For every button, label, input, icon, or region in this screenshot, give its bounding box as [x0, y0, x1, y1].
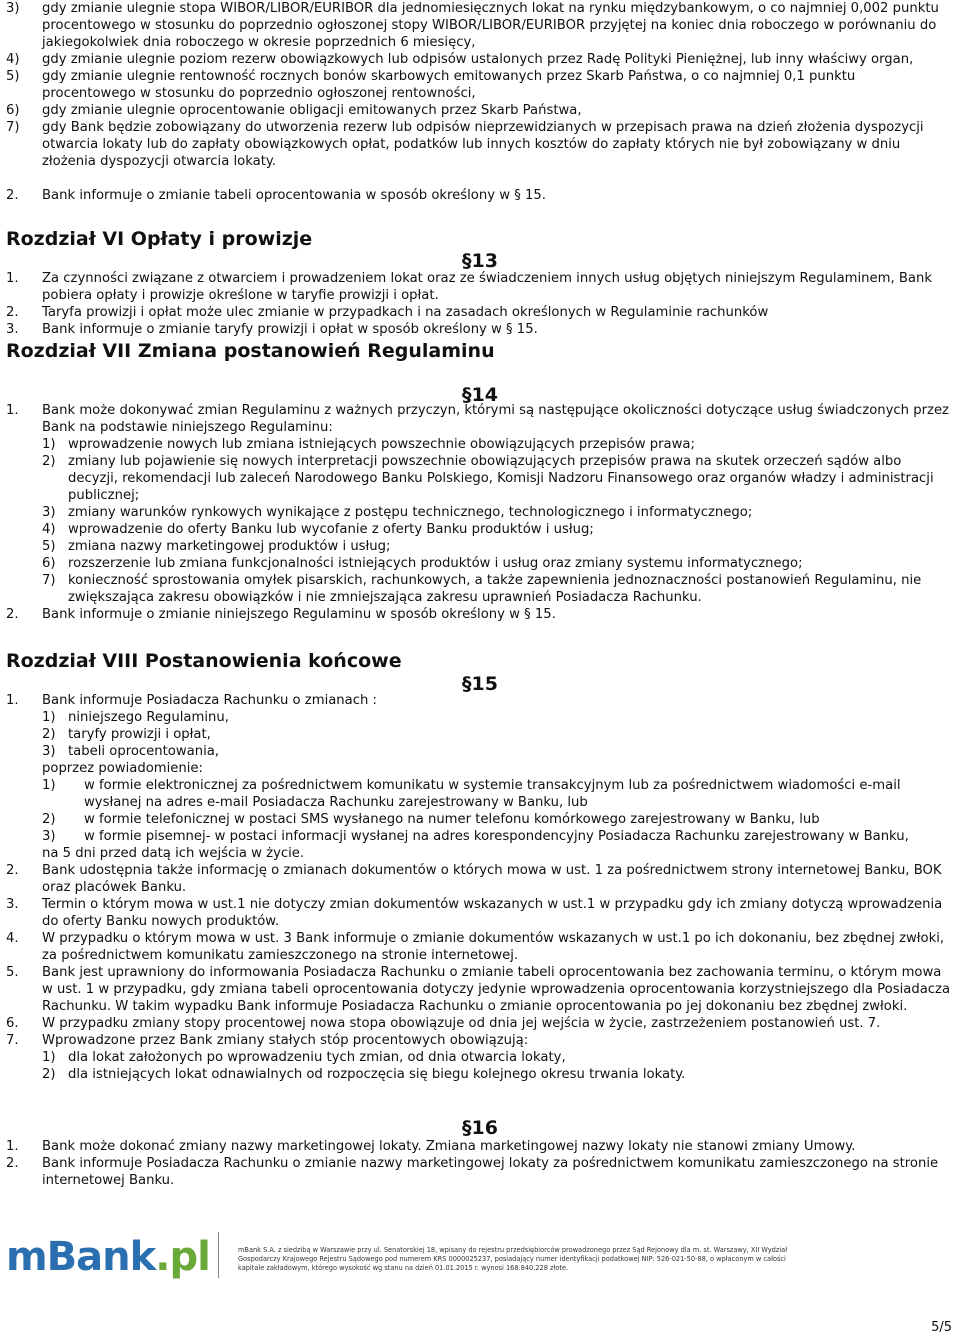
- list-item-text: gdy zmianie ulegnie rentowność rocznych bonów skarbowych emitowanych przez Skarb Państwa, o co najmniej 0,1 punktu procentowego w stosunku do poprzednio ogłoszonej rentowności,: [42, 69, 856, 101]
- sub-list: [6, 709, 952, 760]
- list-item: 3) zmiany warunków rynkowych wynikające z postępu technicznego, technologicznego i informatycznego;: [42, 505, 753, 520]
- numbered-item: 2. Bank informuje o zmianie tabeli oprocentowania w sposób określony w § 15.: [6, 188, 546, 203]
- chapter-8-items: [6, 692, 952, 1083]
- list-item-text: gdy zmianie ulegnie oprocentowanie obligacji emitowanych przez Skarb Państwa,: [42, 103, 582, 118]
- deadline-note: na 5 dni przed datą ich wejścia w życie.: [42, 846, 305, 861]
- numbered-item: 5. Bank jest uprawniony do informowania Posiadacza Rachunku o zmianie tabeli oprocentowania bez zachowania terminu, o którym mowa w ust. 1 w przypadku, gdy zmiana tabeli oprocentowania dotyczy jedynie wprowadzenia oprocentowania korzystniejszego dla Posiadacza Rachunku. W takim wypadku Bank informuje Posiadacza Rachunku o zmianie oprocentowania po jej dokonaniu bez zbędnej zwłoki.: [6, 965, 951, 1014]
- paragraph-mark: §13: [462, 250, 498, 272]
- list-item: 5) zmiana nazwy marketingowej produktów i usług;: [42, 539, 391, 554]
- chapter-7-items: [6, 402, 952, 623]
- chapter-heading: Rozdział VIII Postanowienia końcowe: [6, 650, 402, 672]
- chapter-6-items: [6, 270, 952, 338]
- list-item: 2) taryfy prowizji i opłat,: [42, 727, 211, 742]
- list-item: 1) dla lokat założonych po wprowadzeniu tych zmian, od dnia otwarcia lokaty,: [42, 1050, 566, 1065]
- chapter-heading: Rozdział VI Opłaty i prowizje: [6, 228, 313, 250]
- list-item: 7) gdy Bank będzie zobowiązany do utworzenia rezerw lub odpisów nieprzewidzianych w przepisach prawa na dzień złożenia dyspozycji otwarcia lokaty lub do zapłaty obowiązkowych opłat, podatków lub innych kosztów do zapłaty których nie był zobowiązany w dniu złożenia dyspozycji otwarcia lokaty.: [6, 119, 952, 170]
- page-number: 5/5: [931, 1320, 952, 1335]
- numbered-item: 2. Bank udostępnia także informację o zmianach dokumentów o których mowa w ust. 1 za pośrednictwem strony internetowej Banku, BOK oraz placówek Banku.: [6, 863, 942, 895]
- list-item: 1) niniejszego Regulaminu,: [42, 710, 229, 725]
- sub-list: [6, 436, 952, 606]
- list-item-text: gdy zmianie ulegnie stopa WIBOR/LIBOR/EURIBOR dla jednomiesięcznych lokat na rynku międzybankowym, o co najmniej 0,002 punktu procentowego w stosunku do poprzednio ogłoszonej stopy WIBOR/LIBOR/EURIBOR przyjętej na koniec dnia roboczego w porównaniu do jakiegokolwiek dnia roboczego w okresie poprzednich 6 miesięcy,: [42, 1, 939, 50]
- numbered-item: 6. W przypadku zmiany stopy procentowej nowa stopa obowiązuje od dnia jej wejścia w życie, zastrzeżeniem postanowień ust. 7.: [6, 1016, 881, 1031]
- list-item: 2) dla istniejących lokat odnawialnych od rozpoczęcia się biegu kolejnego okresu trwania lokaty.: [42, 1067, 686, 1082]
- numbered-item: 7. Wprowadzone przez Bank zmiany stałych stóp procentowych obowiązują:: [6, 1033, 529, 1048]
- chapter-heading: Rozdział VII Zmiana postanowień Regulaminu: [6, 340, 495, 362]
- list-item: 2) w formie telefonicznej w postaci SMS wysłanego na numer telefonu komórkowego zarejestrowany w Banku, lub: [42, 812, 820, 827]
- list-item-text: gdy zmianie ulegnie poziom rezerw obowiązkowych lub odpisów ustalonych przez Radę Polityki Pieniężnej, lub inny właściwy organ,: [42, 52, 914, 67]
- numbered-item: 2. Taryfa prowizji i opłat może ulec zmianie w przypadkach i na zasadach określonych w Regulaminie rachunków: [6, 305, 769, 320]
- list-item: 5) gdy zmianie ulegnie rentowność rocznych bonów skarbowych emitowanych przez Skarb Państwa, o co najmniej 0,1 punktu procentowego w stosunku do poprzednio ogłoszonej rentowności,: [6, 68, 952, 102]
- list-item: 2) zmiany lub pojawienie się nowych interpretacji powszechnie obowiązujących przepisów prawa na skutek orzeczeń sądów albo decyzji, rekomendacji lub zaleceń Narodowego Banku Polskiego, Komisji Nadzoru Finansowego oraz organów władzy i administracji publicznej;: [42, 454, 934, 503]
- numbered-item: 4. W przypadku o którym mowa w ust. 3 Bank informuje o zmianie dokumentów wskazanych w ust.1 po ich dokonaniu, bez zbędnej zwłoki, za pośrednictwem komunikatu zamieszczonego na stronie internetowej.: [6, 931, 945, 963]
- numbered-item: 1. Bank może dokonać zmiany nazwy marketingowej lokaty. Zmiana marketingowej nazwy lokaty nie stanowi zmiany Umowy.: [6, 1139, 856, 1154]
- list-item: 4) wprowadzenie do oferty Banku lub wycofanie z oferty Banku produktów i usług;: [42, 522, 594, 537]
- numbered-item: 3. Bank informuje o zmianie taryfy prowizji i opłat w sposób określony w § 15.: [6, 322, 538, 337]
- list-item: 1) wprowadzenie nowych lub zmiana istniejących powszechnie obowiązujących przepisów prawa;: [42, 437, 695, 452]
- section-16-items: [6, 1138, 952, 1189]
- list-item: 3) gdy zmianie ulegnie stopa WIBOR/LIBOR/EURIBOR dla jednomiesięcznych lokat na rynku międzybankowym, o co najmniej 0,002 punktu procentowego w stosunku do poprzednio ogłoszonej stopy WIBOR/LIBOR/EURIBOR przyjętej na koniec dnia roboczego w porównaniu do jakiegokolwiek dnia roboczego w okresie poprzednich 6 miesięcy,: [6, 0, 952, 51]
- paragraph-mark: §16: [462, 1117, 498, 1139]
- numbered-item: 3. Termin o którym mowa w ust.1 nie dotyczy zmian dokumentów wskazanych w ust.1 w przypadku gdy ich zmiany dotyczą wprowadzenia do oferty Banku nowych produktów.: [6, 897, 943, 929]
- paragraph-mark: §14: [462, 384, 498, 406]
- footer-divider: [218, 1232, 219, 1278]
- poprzez-label: poprzez powiadomienie:: [42, 761, 203, 776]
- list-item: 6) gdy zmianie ulegnie oprocentowanie obligacji emitowanych przez Skarb Państwa,: [6, 102, 952, 119]
- list-item: 7) konieczność sprostowania omyłek pisarskich, rachunkowych, a także zapewnienia jednoznaczności postanowień Regulaminu, nie zwiększająca zakresu obowiązków i nie zmniejszająca zakresu uprawnień Posiadacza Rachunku.: [42, 573, 922, 605]
- list-item: 4) gdy zmianie ulegnie poziom rezerw obowiązkowych lub odpisów ustalonych przez Radę Polityki Pieniężnej, lub inny właściwy organ,: [6, 51, 952, 68]
- numbered-item: 1. Bank informuje Posiadacza Rachunku o zmianach :: [6, 693, 377, 708]
- numbered-item: 2. Bank informuje o zmianie niniejszego Regulaminu w sposób określony w § 15.: [6, 607, 556, 622]
- top-list: [6, 0, 952, 170]
- mbank-logo: mBank.pl: [6, 1234, 210, 1280]
- sub-list: [6, 777, 952, 845]
- list-item: 6) rozszerzenie lub zmiana funkcjonalności istniejących produktów i usług oraz zmiany systemu informatycznego;: [42, 556, 803, 571]
- list-item: 3) tabeli oprocentowania,: [42, 744, 220, 759]
- paragraph-mark: §15: [462, 673, 498, 695]
- list-item: 1) w formie elektronicznej za pośrednictwem komunikatu w systemie transakcyjnym lub za pośrednictwem wiadomości e-mail wysłanej na adres e-mail Posiadacza Rachunku zarejestrowany w Banku, lub: [42, 778, 901, 810]
- numbered-item: 1. Bank może dokonywać zmian Regulaminu z ważnych przyczyn, którymi są następujące okoliczności dotyczące usług świadczonych przez Bank na podstawie niniejszego Regulaminu:: [6, 403, 949, 435]
- list-item: 3) w formie pisemnej- w postaci informacji wysłanej na adres korespondencyjny Posiadacza Rachunku zarejestrowany w Banku,: [42, 829, 909, 844]
- numbered-item: 2. Bank informuje Posiadacza Rachunku o zmianie nazwy marketingowej lokaty za pośrednictwem komunikatu zamieszczonego na stronie internetowej Banku.: [6, 1156, 939, 1188]
- footer-legal-text: mBank S.A. z siedzibą w Warszawie przy ul. Senatorskiej 18, wpisany do rejestru przedsiębiorców prowadzonego przez Sąd Rejonowy dla m. st. Warszawy, XII Wydział Gospodarczy Krajowego Rejestru Sądowego pod numerem KRS 0000025237, posiadający numer identyfikacji podatkowej NIP: 526-021-50-88, o wpłaconym w całości kapitale zakładowym, którego wysokość wg stanu na dzień 01.01.2015 r. wynosi 168.840.228 złote.: [238, 1246, 788, 1272]
- numbered-item: 1. Za czynności związane z otwarciem i prowadzeniem lokat oraz ze świadczeniem innych usług objętych niniejszym Regulaminem, Bank pobiera opłaty i prowizje określone w taryfie prowizji i opłat.: [6, 271, 933, 303]
- list-item-text: gdy Bank będzie zobowiązany do utworzenia rezerw lub odpisów nieprzewidzianych w przepisach prawa na dzień złożenia dyspozycji otwarcia lokaty lub do zapłaty obowiązkowych opłat, podatków lub innych kosztów do zapłaty których nie był zobowiązany w dniu złożenia dyspozycji otwarcia lokaty.: [42, 120, 924, 169]
- sub-list: [6, 1049, 952, 1083]
